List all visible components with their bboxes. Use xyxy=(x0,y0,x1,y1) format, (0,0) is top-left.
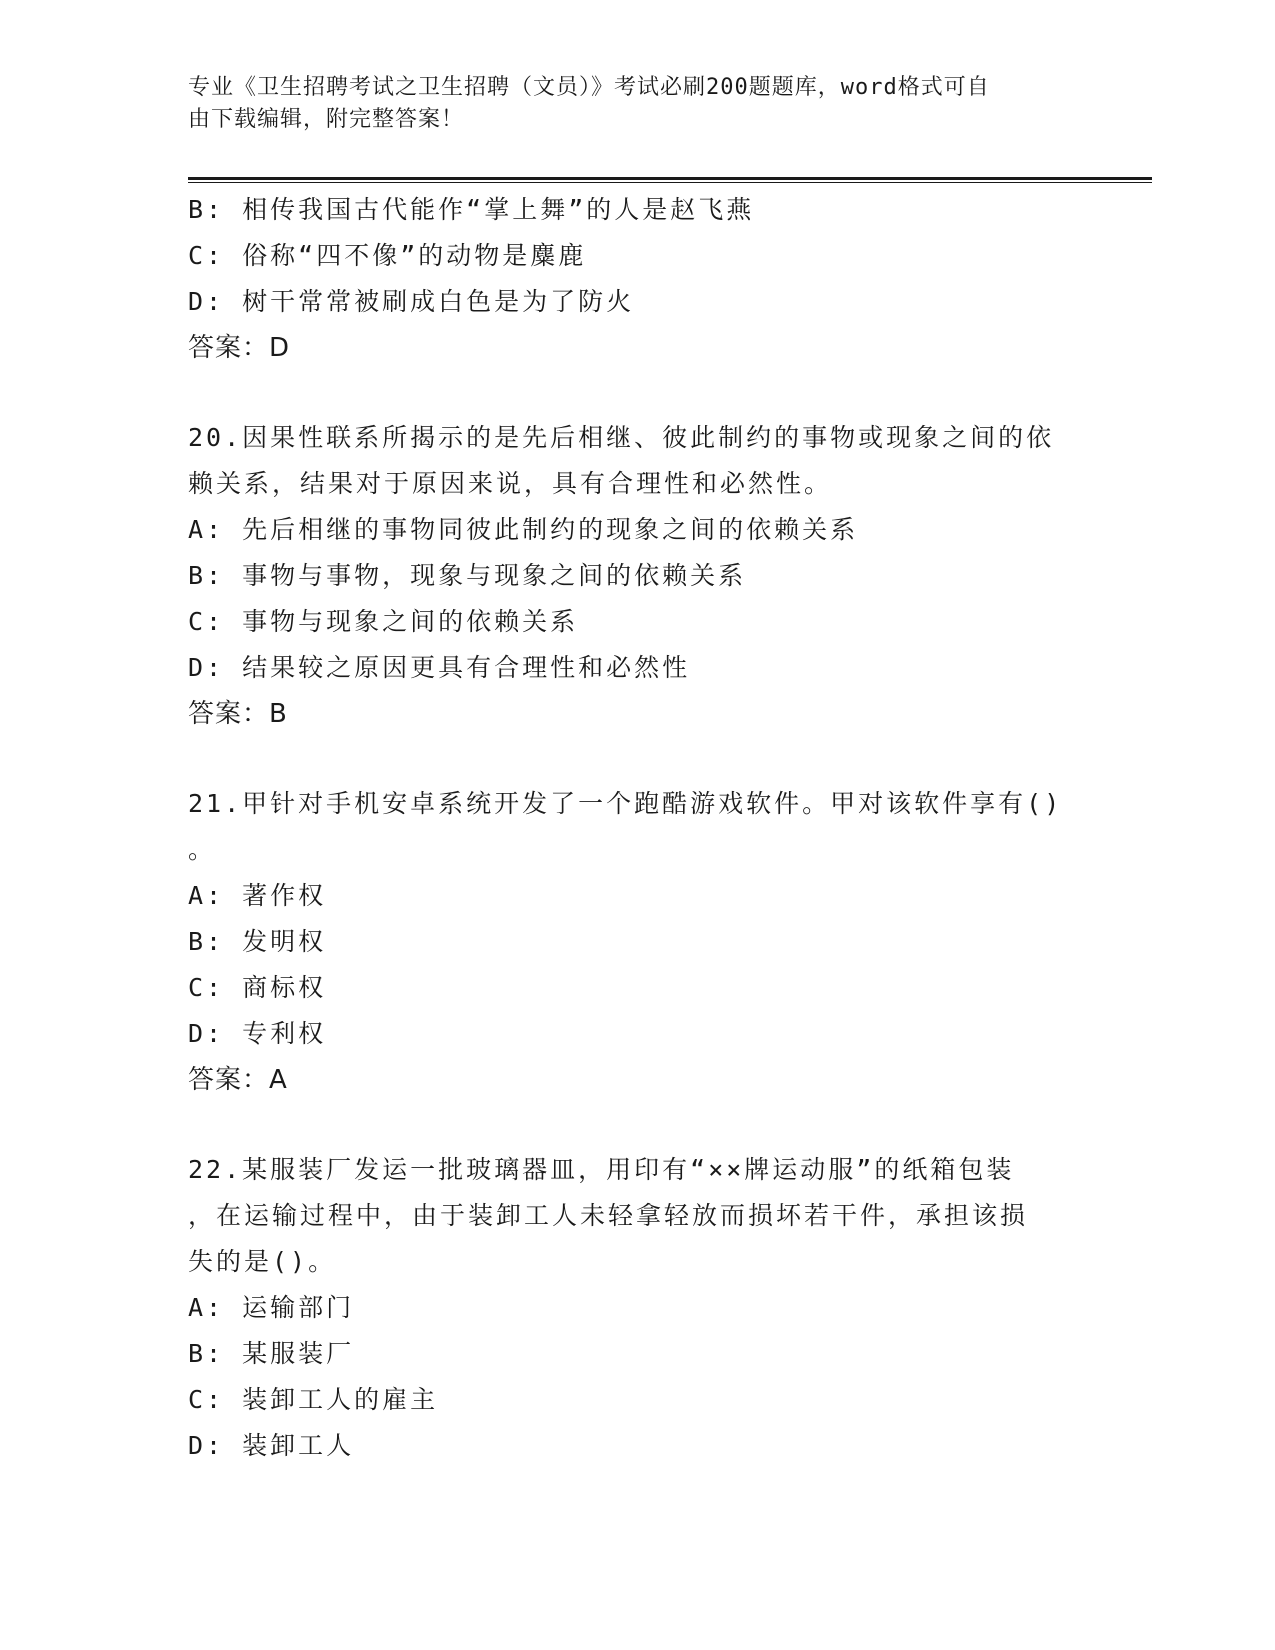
question-stem-line: ，在运输过程中，由于装卸工人未轻拿轻放而损坏若干件，承担该损 xyxy=(188,1201,1029,1230)
answer-line: 答案：D xyxy=(188,333,291,363)
header-line-1: 专业《卫生招聘考试之卫生招聘（文员）》考试必刷200题题库，word格式可自 xyxy=(188,75,990,100)
option-c: C: 俗称“四不像”的动物是麋鹿 xyxy=(188,241,587,270)
option-b: B: 某服装厂 xyxy=(188,1339,355,1368)
header-divider xyxy=(188,177,1152,180)
document-body xyxy=(188,187,1088,1469)
option-d: D: 装卸工人 xyxy=(188,1431,355,1460)
option-b: B: 相传我国古代能作“掌上舞”的人是赵飞燕 xyxy=(188,195,755,224)
question-stem-line: 。 xyxy=(188,835,217,864)
question-stem-line: 22.某服装厂发运一批玻璃器皿，用印有“××牌运动服”的纸箱包装 xyxy=(188,1155,1015,1184)
answer-line: 答案：A xyxy=(188,1065,288,1095)
option-b: B: 事物与事物，现象与现象之间的依赖关系 xyxy=(188,561,747,590)
question-stem-line: 失的是()。 xyxy=(188,1247,337,1276)
question-19 xyxy=(188,187,1088,371)
header-line-2: 由下载编辑，附完整答案！ xyxy=(188,107,465,132)
question-stem-line: 20.因果性联系所揭示的是先后相继、彼此制约的事物或现象之间的依 xyxy=(188,423,1055,452)
option-b: B: 发明权 xyxy=(188,927,327,956)
option-c: C: 商标权 xyxy=(188,973,327,1002)
option-a: A: 著作权 xyxy=(188,881,327,910)
option-c: C: 事物与现象之间的依赖关系 xyxy=(188,607,579,636)
option-c: C: 装卸工人的雇主 xyxy=(188,1385,439,1414)
question-20 xyxy=(188,415,1088,737)
option-d: D: 树干常常被刷成白色是为了防火 xyxy=(188,287,635,316)
question-21 xyxy=(188,781,1088,1103)
header-divider-thin xyxy=(188,182,1152,183)
question-stem-line: 赖关系，结果对于原因来说，具有合理性和必然性。 xyxy=(188,469,833,498)
document-header xyxy=(188,72,1068,136)
option-a: A: 先后相继的事物同彼此制约的现象之间的依赖关系 xyxy=(188,515,859,544)
answer-line: 答案：B xyxy=(188,699,288,729)
option-a: A: 运输部门 xyxy=(188,1293,355,1322)
option-d: D: 结果较之原因更具有合理性和必然性 xyxy=(188,653,691,682)
question-22 xyxy=(188,1147,1088,1469)
question-stem-line: 21.甲针对手机安卓系统开发了一个跑酷游戏软件。甲对该软件享有() xyxy=(188,789,1063,818)
option-d: D: 专利权 xyxy=(188,1019,327,1048)
